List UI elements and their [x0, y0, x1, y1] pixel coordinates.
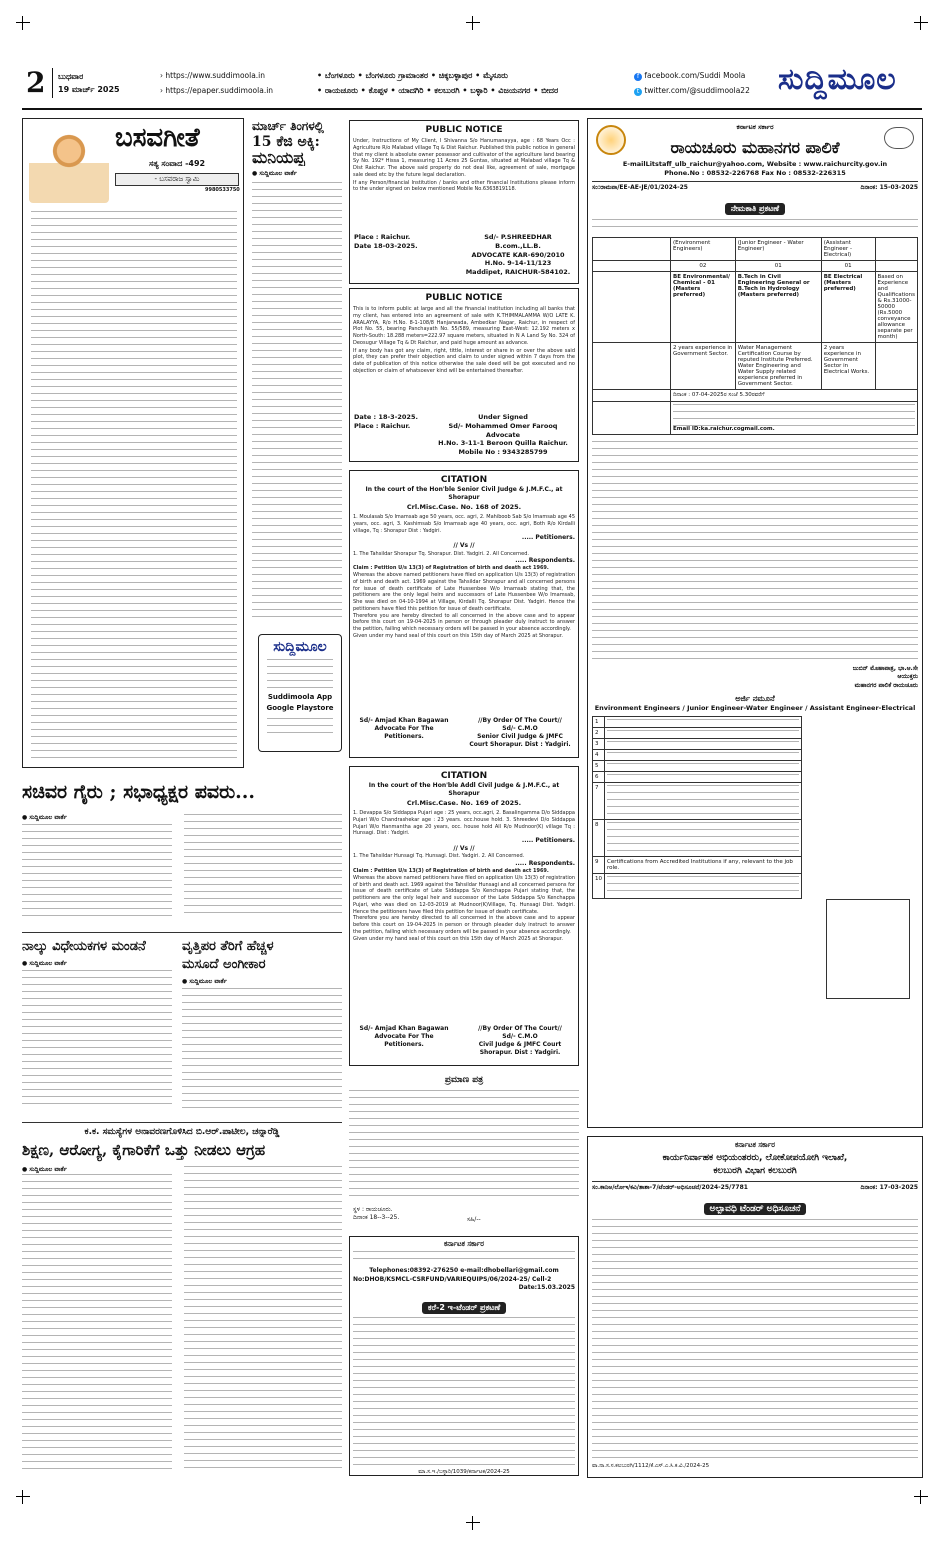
citation-given: Given under my hand seal of this court on this 15th day of March 2025 at Shorapur.: [353, 935, 563, 942]
exp-environment: 2 years experience in Government Sector.: [671, 343, 736, 390]
citation-given: Given under my hand seal of this court on this 15th day of March 2025 at Shorapur.: [353, 632, 563, 639]
notice-title: ನೇಮಕಾತಿ ಪ್ರಕಟಣೆ: [725, 203, 785, 215]
corp-contact: E-mailLitstaff_ulb_raichur@yahoo.com, Website : www.raichurcity.gov.in: [622, 159, 888, 168]
corp-phone: Phone.No : 08532-226768 Fax No : 08532-226315: [664, 168, 846, 177]
raichur-recruitment: [587, 118, 923, 1128]
application-form: 1 2 3 4 5 6 7 8 9 Certifications from Accredited Institutions if any, relevant to the job role. 10: [592, 716, 802, 899]
facebook-icon: f: [634, 73, 642, 81]
tender-date: ದಿನಾಂಕ: 17-03-2025: [860, 1183, 918, 1191]
notice-body: Under, Instructions of My Client, I Shivanna S/o Hanumanayya, age : 68 Years Occ : Agriculture R/o Malabad village Tq & Dist Raichur. Published this public notice in general that my client is absolute owner possessor and cultivator of the agriculture land bearing Sy No. 192* Hissa 1, measuring 11 Acres 25 Guntas, situated at Malabad village Tq & Dist Raichur. The above said property do not deal like, agreement of sale, mortgage sale deed etc by the future legal declaration.: [353, 138, 575, 178]
crop-mark: [914, 1490, 928, 1504]
tender-kalaburagi: [587, 1136, 923, 1478]
tender-notice-title: ಕರೆ-2 ಇ-ಟೆಂಡರ್ ಪ್ರಕಟಣೆ: [422, 1302, 506, 1314]
citation-case: Crl.Misc.Case. No. 169 of 2025.: [406, 799, 522, 808]
notice-body: This is to inform public at large and all the financial institution including all banks that my client, has entered into an agreement of sale with K.THIMMALAMMA W/O LATE K. ARALAYYA, R/o H.No. 8-1-108/8 Hanjarwada, Ambedkar Nagar, Raichur, in respect of Plot No. 55, bearing Panchayath No. 55/589, measuring East-West: 12.192 meters x North-South: 18.288 meters=222.97 square meters, situated in N A Land Sy No. 324 of Deosugur Village Tq & Dt Raichur, and paid huge amount as advance.: [353, 306, 575, 346]
citation-respondent: 1. The Tahsildar Hunsagi Tq. Hunsagi. Dist. Yadgiri. 2. All Concerned.: [353, 853, 525, 860]
byline: ● ಸುದ್ದಿಮೂಲ ವಾರ್ತೆ: [22, 814, 67, 821]
notice-address: H.No. 3-11-1 Beroon Quilla Raichur.: [438, 439, 568, 448]
promo-text-2: [267, 718, 333, 734]
citation-claim: Claim : Petition U/s 13(3) of Registration of birth and death act 1969.: [353, 868, 549, 875]
emblem-icon: [596, 125, 626, 155]
divider: [22, 1122, 342, 1123]
exp-assistant-engineer: 2 years experience in Government Sector in Electrical Works.: [821, 343, 875, 390]
headline: ವೃತ್ತಿಪರ ತೆರಿಗೆ ಹೆಚ್ಚಳ ಮಸೂದೆ ಅಂಗೀಕಾರ: [182, 939, 274, 972]
promo-text: [267, 659, 333, 689]
twitter-icon: t: [634, 88, 642, 96]
day: ಬುಧವಾರ: [58, 72, 84, 81]
divider: [52, 68, 53, 98]
tender-notice-title: ಅಲ್ಪಾವಧಿ ಟೆಂಡರ್ ಅಧಿಸೂಚನೆ: [704, 1203, 807, 1215]
column-body: [31, 211, 237, 759]
notice-date: Date 18-03-2025.: [354, 241, 418, 250]
byline: ● ಸುದ್ದಿಮೂಲ ವಾರ್ತೆ: [252, 170, 297, 177]
twitter-link[interactable]: t twitter.com/@suddimoola22: [634, 86, 750, 96]
citation-title: CITATION: [440, 475, 488, 485]
pramana-sign: ಸಹಿ/--: [467, 1216, 481, 1223]
citation-petitioners: ..... Petitioners.: [521, 837, 575, 845]
notice-intro: [592, 219, 918, 233]
notice-signature: Sd/- Mohammed Omer Farooq: [448, 421, 558, 430]
tender-body: [592, 1219, 918, 1459]
qual-assistant-engineer: BE Electrical (Masters preferred): [821, 272, 875, 343]
public-notice-2: [349, 288, 579, 462]
byline: ● ಸುದ್ದಿಮೂಲ ವಾರ್ತೆ: [22, 960, 67, 967]
pramana-patra: [349, 1074, 579, 1230]
notice-address: Maddipet, RAICHUR-584102.: [465, 268, 571, 277]
col-assistant-engineer: (Assistant Engineer - Electrical): [821, 238, 875, 261]
pramana-place: ಸ್ಥಳ : ರಾಯಚೂರು.: [353, 1206, 393, 1213]
crop-mark: [466, 16, 480, 30]
promo-app: Suddimoola App: [267, 693, 333, 701]
notice-house: H.No. 9-14-11/123: [484, 259, 552, 268]
qual-junior-engineer: B.Tech in Civil Engineering General or B.Tech in Hydrology (Masters preferred): [735, 272, 821, 343]
tender-dept: ಕಾರ್ಯನಿರ್ವಾಹಕ ಅಭಿಯಂತರರು, ಲೋಕೋಪಯೋಗಿ ಇಲಾಖೆ,: [662, 1153, 848, 1164]
swachh-icon: [884, 127, 914, 149]
pramana-body: [349, 1090, 579, 1198]
notice-signature: Sd/- P.SHREEDHAR: [484, 233, 552, 241]
commissioner-sign: ಜುಬಿನ್ ಮೊಹಾಪಾತ್ರ, ಭಾ.ಆ.ಸೇ ಆಯುಕ್ತರು ಮಹಾನಗರ ಪಾಲಿಕೆ ರಾಯಚೂರು: [852, 665, 918, 689]
pramana-title: ಪ್ರಮಾಣ ಪತ್ರ: [444, 1075, 484, 1085]
public-notice-1: [349, 120, 579, 284]
corp-date: ದಿನಾಂಕ: 15-03-2025: [860, 184, 918, 192]
notice-degree: B.com.,LL.B.: [495, 241, 541, 250]
tender-dept: [353, 1251, 575, 1265]
citation-parties: 1. Devappa S/o Siddappa Pujari age : 25 years, occ.agri, 2. Basalingamma D/o Siddappa Pujari W/o Chandrashekar age : 23 years. occ.house hold. 3. Shreedevi D/o Siddappa Pujari W/o Hanmantha age 20 years, occ. house hold All R/o Mudnoor(K) village Tq : Hunsagi. Dist : Yadgiri.: [353, 810, 575, 837]
notice-enrol: ADVOCATE KAR-690/2010: [471, 250, 565, 259]
cert-row: Certifications from Accredited Institutions if any, relevant to the job role.: [605, 857, 802, 874]
photo-box: [826, 899, 910, 999]
byline: ● ಸುದ್ದಿಮೂಲ ವಾರ್ತೆ: [182, 978, 227, 985]
citation-body: Whereas the above named petitioners have filed on application U/s 13(3) of registration of birth and death act. 1969 against the Tahsildar Shorapur and all concerned persons for issue of death certificate of Late Hussenbee W/o Imamsab stating that, the petitioners are the only legal heirs and successors of Late Hussenbee W/o Imamsab, She was died on 04-10-1994 at Village, Kirdalli Tq. Shorapur Dist. Yadgiri. Hence the petitioners have filed this petition for issue of death certificate.: [353, 572, 575, 612]
tender-ref: No:DHOB/KSMCL-CSRFUND/VARIEQUIPS/06/2024-25/ Cell-2 Date:15.03.2025: [353, 1275, 575, 1291]
citation-body: Whereas the above named petitioners have filed on application U/s 13(3) of registration of birth and death act. 1969 against the Tahsildar Hunsagi and all concerned persons for issue of death certificate of Late Siddappa S/o Kenchappa Pujari stating that, the petitioners are the only legal heir and successor of the Late Siddappa S/o Kenchappa Pujari, who was died on 12-03-2019 at Mudnoor(K)Village, Tq. Hunsagi Dist. Yadgiri. Hence the petitioners have filed this petition for issue of death certificate.: [353, 874, 575, 915]
header-rule: [22, 108, 922, 110]
divider: [22, 932, 342, 933]
application-title: ಅರ್ಜಿ ನಮೂನೆ: [735, 693, 775, 703]
city-list-2: • ರಾಯಚೂರು • ಕೊಪ್ಪಳ • ಯಾದಗಿರಿ • ಕಲಬುರಗಿ • ಬಳ್ಳಾರಿ • ವಿಜಯನಗರ • ಬೀದರ: [317, 86, 559, 95]
article-body-1: [22, 824, 172, 916]
citation-case: Crl.Misc.Case. No. 168 of 2025.: [406, 503, 522, 512]
notice-title: PUBLIC NOTICE: [425, 125, 503, 135]
application-subtitle: Environment Engineers / Junior Engineer-Water Engineer / Assistant Engineer-Electrical: [594, 704, 916, 713]
headline: ಶಿಕ್ಷಣ, ಆರೋಗ್ಯ, ಕೈಗಾರಿಕೆಗೆ ಒತ್ತು ನೀಡಲು ಆಗ್ರಹ: [22, 1141, 266, 1160]
author-portrait: [29, 123, 109, 203]
kaka-news: [22, 1126, 342, 1476]
court-order: //By Order Of The Court//: [478, 1025, 562, 1032]
tender-gov: ಕರ್ನಾಟಕ ಸರ್ಕಾರ: [444, 1240, 484, 1248]
suddimoola-promo: [258, 634, 342, 752]
page-header: [22, 62, 922, 104]
byline: ● ಸುದ್ದಿಮೂಲ ವಾರ್ತೆ: [22, 1166, 67, 1174]
notice-date: Date : 18-3-2025.: [354, 413, 418, 421]
notice-undersigned: Under Signed: [478, 413, 528, 421]
page-number: 2: [26, 66, 46, 99]
court-order: //By Order Of The Court//: [478, 717, 562, 724]
article-body: [182, 988, 342, 1108]
corp-name: ರಾಯಚೂರು ಮಹಾನಗರ ಪಾಲಿಕೆ: [670, 137, 840, 157]
apply-email: Email ID:ka.raichur.cogmail.com.: [673, 426, 775, 433]
citation-body-2: Therefore you are hereby directed to all concerned in the above case and to appear before this court on 19-04-2025 in person or through pleader duly instruct to answer the petition, failing which necessary orders will be passed in your absence accordingly.: [353, 915, 575, 935]
facebook-link[interactable]: f facebook.com/Suddi Moola: [634, 71, 745, 81]
notice-role: Advocate: [485, 430, 521, 439]
crop-mark: [16, 16, 30, 30]
citation-parties: 1. Moulasab S/o Imamsab age 50 years, occ. agri, 2. Mahiboob Sab S/o Imamsab age 45 years, occ. agri, 3. Kashimsab S/o Imamsab age 40 years, occ. agri, Both R/o Kirdalli village, Tq : Shorapur Dist : Yadgiri.: [353, 514, 575, 534]
column-subtitle: ಸತ್ಯ ಸಂವಾದ -492: [149, 159, 206, 168]
headline: ಮಾರ್ಚ್ ತಿಂಗಳಲ್ಲಿ 15 ಕೆಜಿ ಅಕ್ಕಿ: ಮನಿಯಪ್ಪ: [252, 119, 324, 166]
pramana-date: ದಿನಾಂಕ 18--3--25.: [353, 1214, 400, 1222]
column-author: - ಬಸವರಾಜ ಸ್ವಾಮಿ: [115, 173, 239, 186]
article-body: [252, 182, 342, 622]
rice-news: [252, 118, 342, 618]
city-list-1: • ಬೆಂಗಳೂರು • ಬೆಂಗಳೂರು ಗ್ರಾಮಾಂತರ • ಚಿಕ್ಕಬಳ್ಳಾಪುರ • ಮೈಸೂರು: [317, 71, 508, 80]
notice-place: Place : Raichur.: [354, 233, 411, 241]
tender-ballari: [349, 1236, 579, 1476]
crop-mark: [16, 1490, 30, 1504]
article-body-2: [184, 1166, 342, 1470]
crop-mark: [466, 1516, 480, 1530]
tender-phone: Telephones:08392-276250 e-mail:dhobellari@gmail.com: [369, 1267, 559, 1275]
vrutti-news: [182, 938, 342, 1118]
notice-body-2: If any Person/financial Institution / banks and other financial Institutions please inform to the under signed on below mentioned Mobile No.6363819118.: [353, 179, 575, 193]
article-body-2: [184, 814, 342, 916]
exp-junior-engineer: Water Management Certification Course by reputed Institute Preferred. Water Engineering and Water Supply related experience preferred in Government Sector.: [735, 343, 821, 390]
col-environment: (Environment Engineers): [671, 238, 736, 261]
citation-respondents: ..... Respondents.: [515, 557, 575, 565]
masthead-logo: ಸುದ್ದಿಮೂಲ: [778, 62, 897, 97]
epaper-link[interactable]: › https://epaper.suddimoola.in: [160, 86, 274, 95]
website-link[interactable]: › https://www.suddimoola.in: [160, 71, 266, 80]
advocate-sign: Sd/- Amjad Khan Bagawan: [359, 717, 449, 724]
basavageethe-column: [22, 118, 244, 768]
article-body-1: [22, 1174, 172, 1470]
citation-title: CITATION: [440, 771, 488, 781]
tender-ref: ಸಂ.ಕಾನಿಅ/ಲೋಇ/ಕವಿ/ತಾಶಾ-7/ಟೆಂಡರ್-ಅಧಿಸೂಚನೆ/2024-25/7781 ದಿನಾಂಕ: 17-03-2025: [592, 1181, 918, 1192]
citation-2: CITATION In the court of the Hon'ble Addl Civil Judge & J.M.F.C., at Shorapur Crl.Misc.Case. No. 169 of 2025. 1. Devappa S/o Siddappa Pujari age : 25 years, occ.agri, 2. Basalingamma D/o Siddappa Pujari W/o Chandrashekar age : 23 years. occ.house hold. 3. Shreedevi D/o Siddappa Pujari W/o Hanmantha age 20 years, occ. house hold All R/o Mudnoor(K) village Tq : Hunsagi. Dist : Yadgiri. ..... Petitioners. // Vs // 1. The Tahsildar Hunsagi Tq. Hunsagi. Dist. Yadgiri. 2. All Concerned. ..... Respondents. Claim : Petition U/s 13(3) of Registration of birth and death act 1969. Whereas the above named petitioners have filed on application U/s 13(3) of registration of birth and death act. 1969 against the Tahsildar Hunsagi and all concerned persons for issue of death certificate of Late Siddappa S/o Kenchappa Pujari stating that, the petitioners are the only legal heir and successor of the Late Siddappa S/o Kenchappa Pujari, who was died on 12-03-2019 at Mudnoor(K)Village, Tq. Hunsagi Dist. Yadgiri. Hence the petitioners have filed this petition for issue of death certificate. Therefore you are hereby directed to all concerned in the above case and to appear before this court on 19-04-2025 in person or through pleader duly instruct to answer the petition, failing which necessary orders will be passed in your absence accordingly. Given under my hand seal of this court on this 15th day of March 2025 at Shorapur. Sd/- Amjad Khan Bagawan Advocate For The Petitioners. //By Order Of The Court// Sd/- C.M.O Civil Judge & JMFC Court Shorapur. Dist : Yadgiri.: [349, 766, 579, 1066]
kicker: ಕ.ಕ. ಸಮಸ್ಯೆಗಳ ಅನಾವರಣಗೊಳಿಸಿದ ಬಿ.ಆರ್.ಪಾಟೀಲ, ಚನ್ನಾರೆಡ್ಡಿ: [84, 1127, 280, 1137]
col-junior-engineer: (Junior Engineer - Water Engineer): [735, 238, 821, 261]
last-date: ದಿನಾಂಕ : 07-04-2025ರ ಸಂಜೆ 5.30ರವರೆಗೆ: [671, 390, 918, 402]
notice-title: PUBLIC NOTICE: [425, 293, 503, 303]
notice-body-2: If any body has got any claim, right, tittle, interest or share in or over the above said plot, they can prefer their objection and claim to under signed within 7 days from the date of publication of this notice otherwise the sale deed will be got executed and no objection or claim of whatsoever kind will be entertained thereafter.: [353, 347, 575, 374]
citation-vs: // Vs //: [453, 845, 475, 853]
author-phone: 9980533750: [205, 187, 240, 193]
date: 19 ಮಾರ್ಚ್ 2025: [58, 85, 120, 94]
tender-footer: ಮಾ.ಸ.ಇ./ಬಳ್ಳಾರಿ/1039/ಕರ್ನಾಟಕ/2024-25: [418, 1468, 510, 1475]
tender-dept-2: ಕಲಬುರಗಿ ವಿಭಾಗ ಕಲಬುರಗಿ: [713, 1165, 797, 1176]
tender-date: Date:15.03.2025: [518, 1283, 575, 1291]
citation-petitioners: ..... Petitioners.: [521, 534, 575, 542]
tender-footer: ವಾ.ನಾ.ಸ.ಸ.ಕಲಬುರಗಿ/1112/ಕೆ.ಎಸ್.ಎ.ಸಿ.ಕ.ವಿ./2024-25: [592, 1462, 710, 1469]
tender-gov: ಕರ್ನಾಟಕ ಸರ್ಕಾರ: [735, 1141, 775, 1149]
qual-environment: BE Environmental/ Chemical - 01 (Masters preferred): [671, 272, 736, 343]
citation-court: In the court of the Hon'ble Addl Civil Judge & J.M.F.C., at Shorapur: [368, 782, 560, 798]
article-body: [22, 970, 172, 1110]
citation-court: In the court of the Hon'ble Senior Civil Judge & J.M.F.C., at Shorapur: [365, 486, 563, 502]
citation-respondent: 1. The Tahsildar Shorapur Tq. Shorapur. Dist. Yadgiri. 2. All Concerned.: [353, 550, 529, 557]
notice-place: Place : Raichur.: [354, 421, 411, 430]
nalku-news: [22, 938, 172, 1118]
citation-body-2: Therefore you are hereby directed to all concerned in the above case and to appear before this court on 19-04-2025 in person or through pleader duly instruct to answer the petition, failing which necessary orders will be passed in your absence accordingly.: [353, 612, 575, 633]
column-title: ಬಸವಗೀತೆ: [115, 123, 200, 153]
advocate-sign: Sd/- Amjad Khan Bagawan: [359, 1025, 449, 1032]
corp-ref: ಸಂ:ರಾಮಪಾ/EE-AE-JE/01/2024-25 ದಿನಾಂಕ: 15-03-2025: [592, 181, 918, 192]
tender-body: [353, 1317, 575, 1467]
salary: Based on Experience and Qualifications & Rs.31000-50000 (Rs.5000 conveyance allowance separate per month): [875, 272, 918, 343]
terms-body: [592, 441, 918, 661]
sachivara-news: [22, 780, 342, 930]
promo-store: Google Playstore: [266, 704, 334, 713]
gov-name: ಕರ್ನಾಟಕ ಸರ್ಕಾರ: [736, 123, 774, 131]
citation-1: CITATION In the court of the Hon'ble Senior Civil Judge & J.M.F.C., at Shorapur Crl.Misc.Case. No. 168 of 2025. 1. Moulasab S/o Imamsab age 50 years, occ. agri, 2. Mahiboob Sab S/o Imamsab age 45 years, occ. agri, 3. Kashimsab S/o Imamsab age 40 years, occ. agri, Both R/o Kirdalli village, Tq : Shorapur Dist : Yadgiri. ..... Petitioners. // Vs // 1. The Tahsildar Shorapur Tq. Shorapur. Dist. Yadgiri. 2. All Concerned. ..... Respondents. Claim : Petition U/s 13(3) of Registration of birth and death act 1969. Whereas the above named petitioners have filed on application U/s 13(3) of registration of birth and death act. 1969 against the Tahsildar Shorapur and all concerned persons for issue of death certificate of Late Hussenbee W/o Imamsab stating that, the petitioners are the only legal heirs and successors of Late Hussenbee W/o Imamsab, She was died on 04-10-1994 at Village, Kirdalli Tq. Shorapur Dist. Yadgiri. Hence the petitioners have filed this petition for issue of death certificate. Therefore you are hereby directed to all concerned in the above case and to appear before this court on 19-04-2025 in person or through pleader duly instruct to answer the petition, failing which necessary orders will be passed in your absence accordingly. Given under my hand seal of this court on this 15th day of March 2025 at Shorapur. Sd/- Amjad Khan Bagawan Advocate For The Petitioners. //By Order Of The Court// Sd/- C.M.O Senior Civil Judge & JMFC Court Shorapur. Dist : Yadgiri.: [349, 470, 579, 758]
headline: ನಾಲ್ಕು ವಿಧೇಯಕಗಳ ಮಂಡನೆ: [22, 939, 146, 954]
citation-respondents: ..... Respondents.: [515, 860, 575, 868]
citation-claim: Claim : Petition U/s 13(3) of Registration of birth and death act 1969.: [353, 565, 549, 572]
notice-mobile: Mobile No : 9343285799: [458, 448, 548, 457]
citation-vs: // Vs //: [453, 542, 475, 550]
posts-table: (Environment Engineers) (Junior Engineer - Water Engineer) (Assistant Engineer - Electrical) 02 01 01 BE Environmental/ Chemical - 01 (Masters preferred) B.Tech in Civil Engineering General or B.Tech in Hydrology (Masters preferred) BE Electrical (Masters preferred) Based on Experience and Qualifications & Rs.31000-50000 (Rs.5000 conveyance allowance separate per month) 2 years experience in Government Sector. Water Management Certification Course by reputed Institute Preferred. Water Engineering and Water Supply related experience preferred in Government Sector. 2 years experience in Government Sector in Electrical Works. ದಿನಾಂಕ : 07-04-2025ರ ಸಂಜೆ 5.30ರವರೆಗೆ Email ID:ka.raichur.cogmail.com.: [592, 237, 918, 435]
headline: ಸಚಿವರ ಗೈರು ; ಸಭಾಧ್ಯಕ್ಷರ ಪವರು...: [22, 781, 256, 803]
promo-logo: ಸುದ್ದಿಮೂಲ: [273, 639, 327, 655]
crop-mark: [914, 16, 928, 30]
